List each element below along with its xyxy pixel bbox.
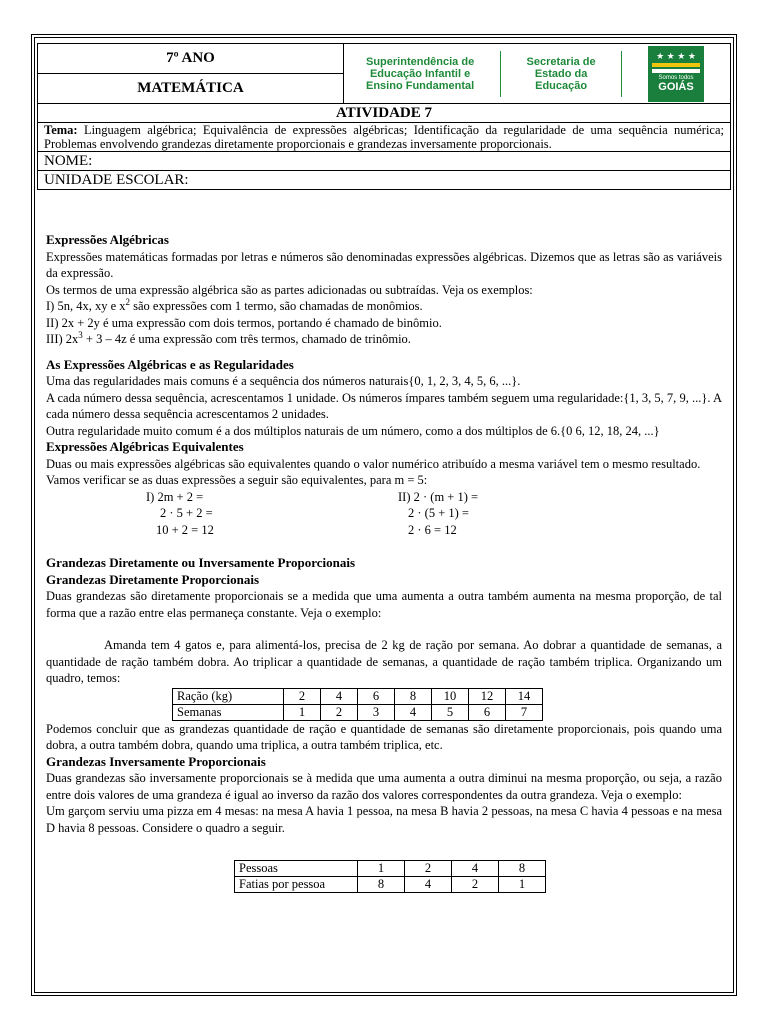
expr-p2: Os termos de uma expressão algébrica são as partes adicionadas ou subtraídas. Veja os exemplos: — [46, 282, 533, 297]
logo-sub-line2: Educação Infantil e — [369, 67, 471, 80]
grade-cell — [38, 44, 344, 74]
equiv-title: Expressões Algébricas Equivalentes — [46, 439, 244, 454]
equation-right — [384, 489, 722, 539]
table-row — [173, 688, 543, 704]
table-cell: 4 — [395, 704, 432, 720]
expr-ex1-a: I) 5n, 4x, xy e x — [46, 299, 126, 313]
table-cell: 4 — [452, 861, 499, 877]
table-cell: 12 — [469, 688, 506, 704]
logo-sub-line1: Superintendência de — [366, 55, 475, 68]
table-cell: 1 — [499, 877, 546, 893]
secretaria-logo — [527, 56, 596, 92]
table-row-label: Fatias por pessoa — [235, 877, 358, 893]
nome-field[interactable]: NOME: — [38, 152, 731, 171]
unidade-field[interactable]: UNIDADE ESCOLAR: — [38, 171, 731, 190]
eq-right-line: 2 · (5 + 1) = — [408, 506, 469, 520]
eq-right-line: II) 2 · (m + 1) = — [398, 489, 479, 504]
table-cell: 5 — [432, 704, 469, 720]
stars-icon: ★ ★ ★ ★ — [656, 50, 696, 61]
logo-sec-line3: Educação — [535, 79, 588, 92]
pizza-table — [234, 860, 546, 893]
expr-ex1-b: são expressões com 1 termo, são chamadas de monômios. — [130, 299, 423, 313]
expr-ex1-sup: 2 — [125, 296, 130, 307]
tema-text: Linguagem algébrica; Equivalência de expressões algébricas; Identificação da regularidade de uma sequência numérica; Problemas envolvendo grandezas diretamente proporcionais e grandezas inversamente proporcionais. — [44, 123, 725, 151]
inverse-p1: Duas grandezas são inversamente proporcionais se à medida que uma aumenta a outra diminui na mesma proporção, ou seja, a razão entre dois valores de uma grandeza é igual ao inverso da razão dos valores correspondentes da outra grandeza. Veja o exemplo: — [46, 771, 722, 802]
expr-p1: Expressões matemáticas formadas por letras e números são denominadas expressões algébricas. Dizemos que as letras são as variáveis da expressão. — [46, 249, 722, 280]
superintendencia-logo — [366, 56, 474, 92]
expr-ex3-a: III) 2x — [46, 332, 79, 346]
table-cell: 2 — [405, 861, 452, 877]
grade-label: 7º ANO — [166, 50, 215, 66]
content — [46, 232, 722, 893]
logo-divider — [500, 51, 501, 97]
table-cell: 8 — [499, 861, 546, 877]
expr-ex3-sup: 3 — [78, 329, 83, 340]
racao-table — [172, 688, 543, 721]
logo-cell — [344, 44, 731, 104]
equiv-p2: Vamos verificar se as duas expressões a seguir são equivalentes, para m = 5: — [46, 473, 428, 487]
logos-row — [350, 45, 724, 103]
table-cell: 3 — [358, 704, 395, 720]
goias-name: GOIÁS — [658, 80, 694, 93]
table-cell: 7 — [506, 704, 543, 720]
equiv-p1: Duas ou mais expressões algébricas são equivalentes quando o valor numérico atribuído a mesma variável tem o mesmo resultado. — [46, 456, 701, 471]
subject-cell — [38, 74, 344, 104]
table-cell: 4 — [405, 877, 452, 893]
table-cell: 8 — [395, 688, 432, 704]
goias-logo — [648, 46, 704, 102]
expr-ex2: II) 2x + 2y é uma expressão com dois termos, portando é chamado de binômio. — [46, 315, 442, 330]
eq-right-line: 2 · 6 = 12 — [408, 522, 457, 537]
table-cell: 2 — [284, 688, 321, 704]
expr-ex3-b: + 3 – 4z é uma expressão com três termos, chamado de trinômio. — [82, 332, 411, 346]
table-row — [173, 704, 543, 720]
eq-left-line: 10 + 2 = 12 — [156, 522, 214, 537]
expr-ex1 — [46, 298, 722, 315]
tema-label: Tema: — [44, 123, 78, 137]
table-cell: 1 — [358, 861, 405, 877]
table-row-label: Semanas — [173, 704, 284, 720]
direct-p3: Podemos concluir que as grandezas quantidade de ração e quantidade de semanas são diretamente proporcionais, pois quando uma dobra, a outra também dobra, quando uma triplica, a outra também triplica, etc. — [46, 721, 722, 752]
table-cell: 1 — [284, 704, 321, 720]
table-cell: 10 — [432, 688, 469, 704]
table-cell: 8 — [358, 877, 405, 893]
table-cell: 2 — [321, 704, 358, 720]
table-cell: 6 — [469, 704, 506, 720]
logo-sub-line3: Ensino Fundamental — [366, 79, 475, 92]
reg-p1: Uma das regularidades mais comuns é a sequência dos números naturais{0, 1, 2, 3, 4, 5, 6, ...}. — [46, 374, 521, 388]
expr-title: Expressões Algébricas — [46, 232, 169, 247]
reg-p2: A cada número dessa sequência, acrescentamos 1 unidade. Os números ímpares também seguem uma regularidade:{1, 3, 5, 7, 9, ...}. A cada número dessa sequência acrescentamos 2 unidades. — [46, 390, 722, 421]
inverse-p2: Um garçom serviu uma pizza em 4 mesas: na mesa A havia 1 pessoa, na mesa B havia 2 pessoas, na mesa C havia 4 pessoas e na mesa D havia 8 pessoas. Considere o quadro a seguir. — [46, 804, 722, 835]
eq-left-line: I) 2m + 2 = — [146, 489, 204, 504]
logo-sec-line1: Secretaria de — [526, 55, 596, 68]
subject-label: MATEMÁTICA — [137, 80, 244, 96]
eq-left-line: 2 · 5 + 2 = — [160, 506, 213, 520]
table-cell: 4 — [321, 688, 358, 704]
activity-title: ATIVIDADE 7 — [38, 104, 731, 123]
logo-divider — [621, 51, 622, 97]
flag-stripe — [652, 69, 700, 73]
prop-title: Grandezas Diretamente ou Inversamente Proporcionais — [46, 555, 356, 570]
table-cell: 6 — [358, 688, 395, 704]
table-row-label: Ração (kg) — [173, 688, 284, 704]
equation-left — [46, 489, 384, 539]
goias-tagline: Somos todos — [658, 74, 694, 81]
direct-p2: Amanda tem 4 gatos e, para alimentá-los, precisa de 2 kg de ração por semana. Ao dobrar a quantidade de semanas, a quantidade de ração também dobra. Ao triplicar a quantidade de semanas, a quantidade de ração também triplica. Organizando um quadro, temos: — [46, 638, 722, 685]
table-row — [235, 877, 546, 893]
header-table — [37, 43, 731, 190]
direct-title: Grandezas Diretamente Proporcionais — [46, 571, 260, 587]
equations — [46, 489, 722, 539]
logo-sec-line2: Estado da — [534, 67, 588, 80]
table-row — [235, 861, 546, 877]
reg-title: As Expressões Algébricas e as Regularidades — [46, 356, 294, 372]
expr-ex3 — [46, 331, 722, 348]
direct-p1: Duas grandezas são diretamente proporcionais se a medida que uma aumenta a outra também aumenta na mesma proporção, de tal forma que a razão entre elas permaneça constante. Veja o exemplo: — [46, 589, 722, 620]
reg-p3: Outra regularidade muito comum é a dos múltiplos naturais de um número, como a dos múltiplos de 6.{0 6, 12, 18, 24, ...} — [46, 423, 660, 438]
flag-stripe — [652, 63, 700, 67]
table-cell: 2 — [452, 877, 499, 893]
table-cell: 14 — [506, 688, 543, 704]
table-row-label: Pessoas — [235, 861, 358, 877]
tema-cell — [38, 123, 731, 152]
inverse-title: Grandezas Inversamente Proporcionais — [46, 753, 266, 769]
